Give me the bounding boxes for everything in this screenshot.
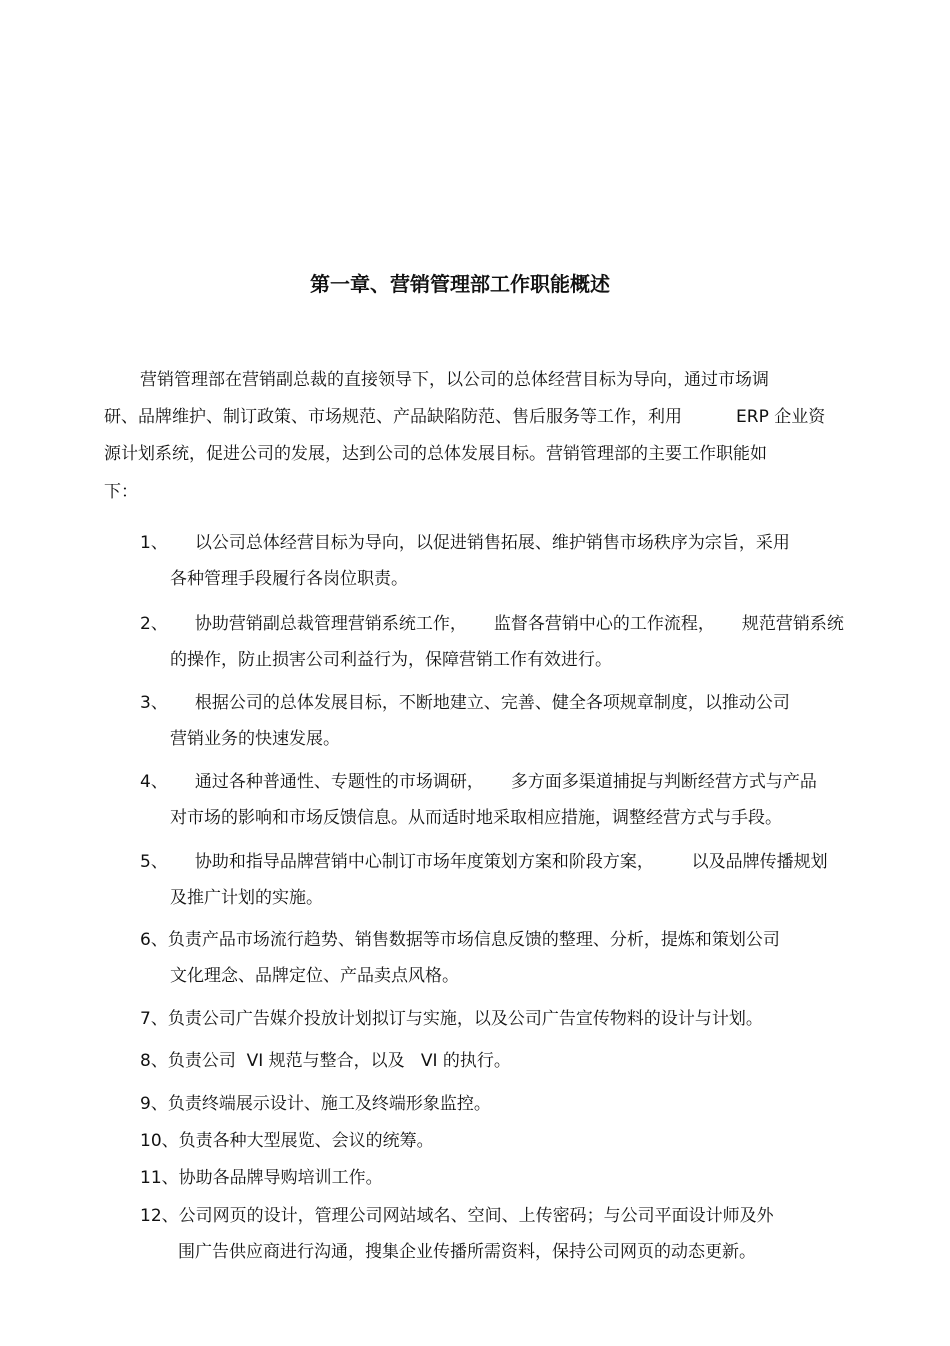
list-item-text: 4、 通过各种普通性、专题性的市场调研， 多方面多渠道捕捉与判断经营方式与产品 [140, 772, 817, 792]
page-title: 第一章、营销管理部工作职能概述 [310, 272, 610, 296]
intro-line: 研、品牌维护、制订政策、市场规范、产品缺陷防范、售后服务等工作，利用 ERP 企业资 [104, 407, 826, 427]
list-item-text: 各种管理手段履行各岗位职责。 [170, 569, 408, 589]
list-item-text: 文化理念、品牌定位、产品卖点风格。 [170, 966, 459, 986]
list-item-text: 3、 根据公司的总体发展目标，不断地建立、完善、健全各项规章制度，以推动公司 [140, 693, 790, 713]
list-item-text: 对市场的影响和市场反馈信息。从而适时地采取相应措施，调整经营方式与手段。 [170, 808, 782, 828]
list-item-text: 8、负责公司 VI 规范与整合，以及 VI 的执行。 [140, 1051, 511, 1071]
intro-line: 营销管理部在营销副总裁的直接领导下，以公司的总体经营目标为导向，通过市场调 [140, 370, 769, 390]
list-item-text: 5、 协助和指导品牌营销中心制订市场年度策划方案和阶段方案， 以及品牌传播规划 [140, 852, 828, 872]
list-item-text: 12、公司网页的设计，管理公司网站域名、空间、上传密码；与公司平面设计师及外 [140, 1206, 774, 1226]
list-item-text: 7、负责公司广告媒介投放计划拟订与实施，以及公司广告宣传物料的设计与计划。 [140, 1009, 763, 1029]
list-item-text: 围广告供应商进行沟通，搜集企业传播所需资料，保持公司网页的动态更新。 [178, 1242, 756, 1262]
list-item-text: 11、协助各品牌导购培训工作。 [140, 1168, 383, 1188]
list-item-text: 营销业务的快速发展。 [170, 729, 340, 749]
list-item-text: 10、负责各种大型展览、会议的统筹。 [140, 1131, 434, 1151]
list-item-text: 及推广计划的实施。 [170, 888, 323, 908]
list-item-text: 6、负责产品市场流行趋势、销售数据等市场信息反馈的整理、分析，提炼和策划公司 [140, 930, 780, 950]
list-item-text: 的操作，防止损害公司利益行为，保障营销工作有效进行。 [170, 650, 612, 670]
list-item-text: 2、 协助营销副总裁管理营销系统工作， 监督各营销中心的工作流程， 规范营销系统 [140, 614, 844, 634]
list-item-text: 1、 以公司总体经营目标为导向，以促进销售拓展、维护销售市场秩序为宗旨，采用 [140, 533, 790, 553]
intro-line: 下： [104, 482, 138, 502]
intro-line: 源计划系统，促进公司的发展，达到公司的总体发展目标。营销管理部的主要工作职能如 [104, 444, 767, 464]
list-item-text: 9、负责终端展示设计、施工及终端形象监控。 [140, 1094, 491, 1114]
